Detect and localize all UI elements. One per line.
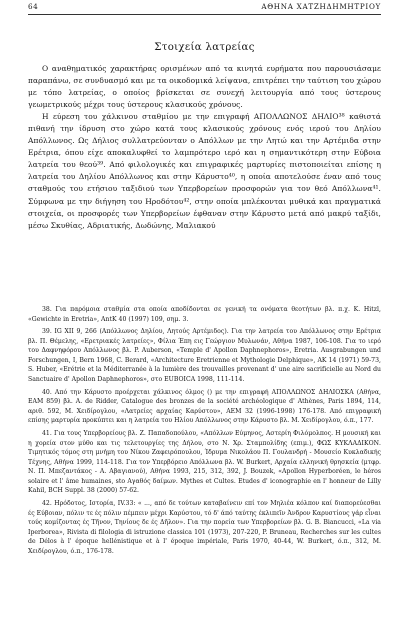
footnote-39: 39. IG XII 9, 266 (Απόλλωνος Δηλίου, Λητούς Αρτέμιδος). Για την λατρεία του Απόλλωνος στην Ερέτρια βλ. Π. Θέμελης, «Ερετριακές λατρείες», Φίλια Έπη εις Γεώργιον Μυλωνάν, Αθήνα 1987, 106-108. Για το ιερό του Δαφνηφόρου Απόλλωνος βλ. P. Auberson, «Temple d' Apollon Daphnephoros», Eretria. Ausgrabungen und Forschungen, I, Bern 1968, C. Berard, «Architecture Eretrienne et Mythologie Delphique», AK 14 (1971) 59-73, S. Huber, «Erétrie et la Méditerranée à la lumière des trouvailles provenant d' une aire sacrificielle au Nord du Sanctuaire d' Apollon Daphnephoros», στο EUBOICA 1998, 111-114.: [28, 328, 381, 384]
body-paragraph-1: Ο αναθηματικός χαρακτήρας ορισμένων από τα κινητά ευρήματα που παρουσιάσαμε παραπάνω, σε συνδυασμό και με τα οικοδομικά λείψανα, επιτρέπει την ταύτιση του χώρου με τόπο λατρείας, ο οποίος βρίσκεται σε συνεχή λειτουργία από τους ύστερους γεωμετρικούς μέχρι τους ύστερους κλασικούς χρόνους.: [28, 64, 381, 110]
running-head: ΑΘΗΝΑ ΧΑΤΖΗΔΗΜΗΤΡΙΟΥ: [261, 2, 381, 11]
header-rule: [28, 14, 381, 15]
page-number: 64: [28, 2, 39, 11]
footnote-42: 42. Ηρόδοτος, Ιστορία, IV.33: « ..., από δε τούτων καταβαίνειν επί τον Μηλιέα κόλπον καί διαπορεύεσθαι ές Εύβοιαν, πόλιν τε ές πόλιν πέμπειν μέχρι Καρύστου, τό δ' άπό ταύτης έκλιπεῖν Άνδρον Καρυστίους γάρ εἶναι τούς κομίζοντας ές Τῆνον, Τηνίους δε ές Δῆλον». Για την πορεία των Υπερβορείων βλ. G. B. Biancucci, «La via Iperborea», Rivista di filologia di istruzione classica 101 (1973), 207-220, P. Bruneau, Recherches sur les cultes de Délos à l' époque hellénistique et à l' époque impériale, Paris 1970, 40-44, W. Burkert, ό.π., 312, Μ. Χειδίρογλου, ό.π., 176-178.: [28, 500, 381, 555]
footnote-38: 38. Για παρόμοια σταθμία στα οποία αποδίδονται σε γενική τα ονόματα θεοτήτων βλ. π.χ. K. Hitzl, «Gewichte in Eretria», AntK 40 (1997) 109, σημ. 3.: [28, 306, 381, 323]
section-title: Στοιχεία λατρείας: [154, 42, 255, 53]
footnotes: [28, 305, 381, 560]
footnote-41: 41. Για τους Υπερβορείους βλ. Ζ. Παπαδοπούλου, «Απόλλων Εύμηνος, Αστερίη Φιλόμολπος. Η μουσική και η χορεία στον μύθο και τις τελετουργίες της Δήλου, στο Ν. Χρ. Σταμπολίδης (επιμ.), ΦΩΣ ΚΥΚΛΑΔΙΚΟΝ. Τιμητικός τόμος στη μνήμη του Νίκου Ζαφειρόπουλου, Ίδρυμα Νικολάου Π. Γουλανδρή - Μουσείο Κυκλαδικής Τέχνης, Αθήνα 1999, 114-118. Για τον Υπερβόρειο Απόλλωνα βλ. W. Burkert, Αρχαία ελληνική θρησκεία (μτφρ. Ν. Π. Μπεζαντάκος - Α. Αβαγιανού), Αθήνα 1993, 215, 312, 392, J. Bouzek, «Apollon Hyperboréen, le héros solaire et l' âme humaines, sto Αγαθός δαίμων. Mythes et Cultes. Etudes d' iconographie en l' honneur de Lilly Kahil, BCH Suppl. 38 (2000) 57-62.: [28, 430, 381, 495]
footnote-40: 40. Από την Κάρυστο προέρχεται χάλκινος όλμος () με την επιγραφή ΑΠΟΛΛΩΝΟΣ ΔΗΛΙΟΣΚΑ (Αθήνα, EAM 859) βλ. A. de Ridder, Catalogue des bronzes de la société archéologique d' Athènes, Paris 1894, 114, αριθ. 592, Μ. Χειδίρογλου, «Λατρείες αρχαίας Καρύστου», AEM 32 (1996-1998) 176-178. Από επιγραφική επίσης μαρτυρία προκύπτει και η λατρεία του Ηλίου Απόλλωνος στην Κάρυστο βλ. Μ. Χειδίρογλου, ό.π., 177.: [28, 388, 381, 425]
main-text: [28, 63, 381, 232]
page-header: [28, 2, 381, 14]
body-paragraph-2: Η εύρεση του χάλκινου σταθμίου με την επιγραφή ΑΠΟΛΛΩΝΟΣ ΔΗΛΙΟ³⁸ καθιστά πιθανή την ίδρυση στο χώρο κατά τους κλασικούς χρόνους ενός ιερού του Δηλίου Απόλλωνος. Ως Δήλιος συλλατρεύονταν ο Απόλλων με την Λητώ και την Αρτέμιδα στην Ερέτρια, όπου είχε αποκαλυφθεί το λαμπρότερο ιερό και η σημαντικότερη στην Εύβοια λατρεία του θεού³⁹. Από φιλολογικές και επιγραφικές μαρτυρίες πιστοποιείται επίσης η λατρεία του Δηλίου Απόλλωνος και στην Κάρυστο⁴⁰, η οποία αποτελούσε έναν από τους σταθμούς του ετήσιου ταξιδιού των Υπερβορείων προσφορών για τον θεό Απόλλωνα⁴¹. Σύμφωνα με την διήγηση του Ηροδότου⁴², στην οποία μπλέκονται μυθικά και πραγματικά στοιχεία, οι προσφορές των Υπερβορείων έφθαναν στην Κάρυστο μετά από μακρύ ταξίδι, μέσω Σκυθίας, Αδριατικής, Δωδώνης, Μαλιακού: [28, 112, 381, 230]
